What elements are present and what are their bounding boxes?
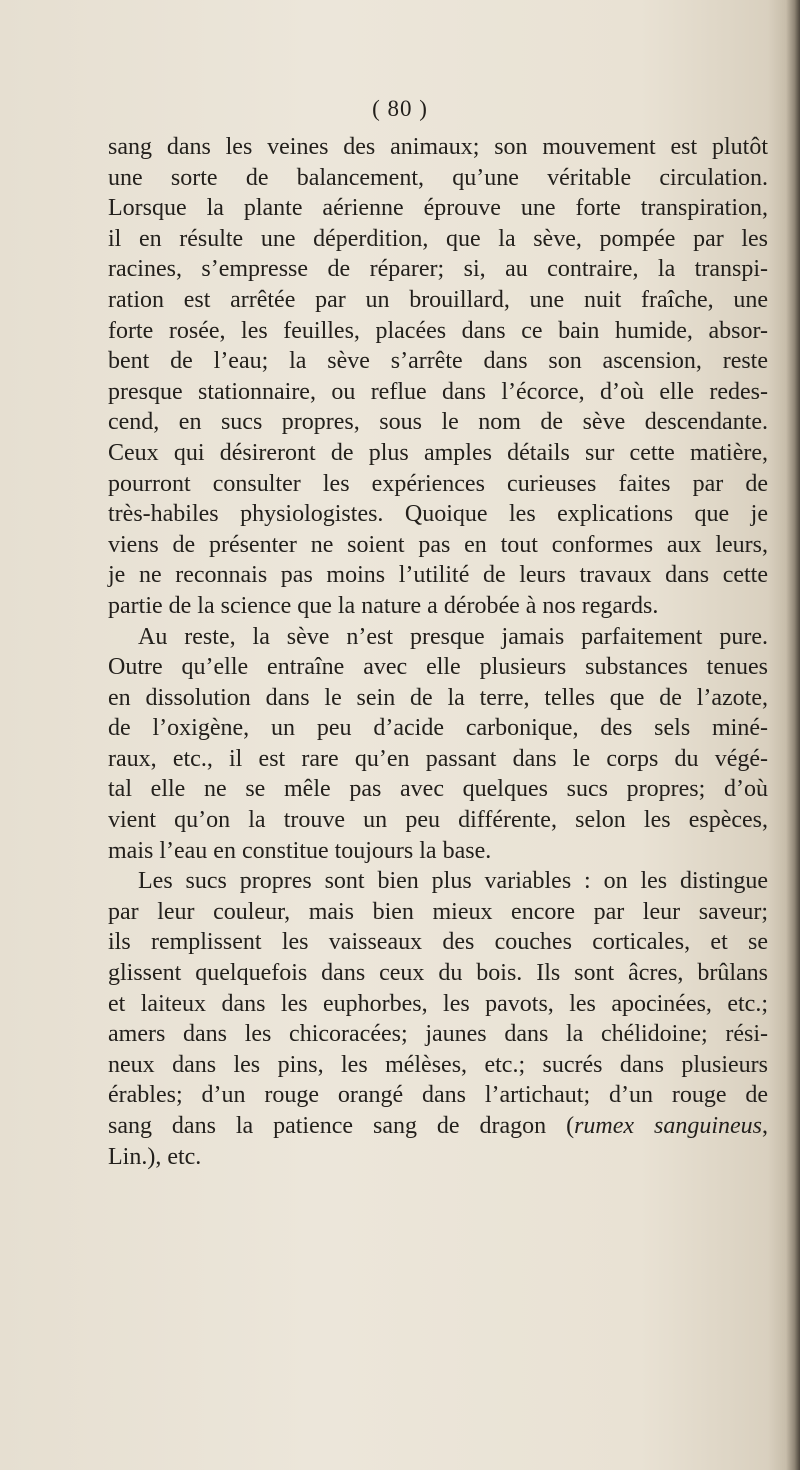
- text-line: bent de l’eau; la sève s’arrête dans son ascension, reste: [108, 348, 768, 375]
- text-line: viens de présenter ne soient pas en tout conformes aux leurs,: [108, 531, 768, 558]
- text-line: vient qu’on la trouve un peu différente, selon les espèces,: [108, 807, 768, 834]
- text-line: par leur couleur, mais bien mieux encore par leur saveur;: [108, 898, 768, 925]
- text-line: Outre qu’elle entraîne avec elle plusieurs substances tenues: [108, 654, 768, 681]
- text-line: presque stationnaire, ou reflue dans l’écorce, d’où elle redes-: [108, 378, 768, 405]
- text-line: raux, etc., il est rare qu’en passant dans le corps du végé-: [108, 745, 768, 772]
- text-line: Les sucs propres sont bien plus variables : on les distingue: [138, 868, 768, 895]
- text-line: très-habiles physiologistes. Quoique les explications que je: [108, 501, 768, 528]
- text-line: ils remplissent les vaisseaux des couches corticales, et se: [108, 929, 768, 956]
- text-line: et laiteux dans les euphorbes, les pavots, les apocinées, etc.;: [108, 990, 768, 1017]
- text-line: amers dans les chicoracées; jaunes dans la chélidoine; rési-: [108, 1021, 768, 1048]
- text-line: de l’oxigène, un peu d’acide carbonique, des sels miné-: [108, 715, 768, 742]
- text-line: une sorte de balancement, qu’une véritable circulation.: [108, 164, 768, 191]
- text-fragment: sang dans la patience sang de dragon (: [108, 1113, 575, 1139]
- text-line: je ne reconnais pas moins l’utilité de leurs travaux dans cette: [108, 562, 768, 589]
- text-line: cend, en sucs propres, sous le nom de sève descendante.: [108, 409, 768, 436]
- text-line-with-italic: [108, 1111, 768, 1142]
- text-line: forte rosée, les feuilles, placées dans ce bain humide, absor-: [108, 317, 768, 344]
- text-line: Au reste, la sève n’est presque jamais parfaitement pure.: [138, 623, 768, 650]
- text-line: ration est arrêtée par un brouillard, une nuit fraîche, une: [108, 286, 768, 313]
- text-line: Lorsque la plante aérienne éprouve une forte transpiration,: [108, 195, 768, 222]
- italic-species-name: rumex sanguineus: [574, 1113, 763, 1139]
- page-edge-shadow: [786, 0, 800, 1470]
- text-line: Ceux qui désireront de plus amples détails sur cette matière,: [108, 439, 768, 466]
- text-line: sang dans les veines des animaux; son mouvement est plutôt: [108, 134, 768, 160]
- text-line: en dissolution dans le sein de la terre, telles que de l’azote,: [108, 684, 768, 711]
- text-line: il en résulte une déperdition, que la sève, pompée par les: [108, 225, 768, 252]
- body-text: [108, 132, 768, 1172]
- page-number: ( 80 ): [372, 96, 428, 121]
- text-fragment: ,: [762, 1113, 769, 1139]
- text-line: partie de la science que la nature a dérobée à nos regards.: [108, 592, 659, 619]
- text-line: Lin.), etc.: [108, 1143, 202, 1170]
- text-line: racines, s’empresse de réparer; si, au contraire, la transpi-: [108, 256, 768, 283]
- text-line: tal elle ne se mêle pas avec quelques sucs propres; d’où: [108, 776, 768, 803]
- text-line: pourront consulter les expériences curieuses faites par de: [108, 470, 768, 497]
- text-line: mais l’eau en constitue toujours la base.: [108, 837, 492, 864]
- text-line: neux dans les pins, les mélèses, etc.; sucrés dans plusieurs: [108, 1051, 768, 1078]
- text-line: glissent quelquefois dans ceux du bois. Ils sont âcres, brûlans: [108, 960, 768, 987]
- text-line: érables; d’un rouge orangé dans l’artichaut; d’un rouge de: [108, 1082, 768, 1109]
